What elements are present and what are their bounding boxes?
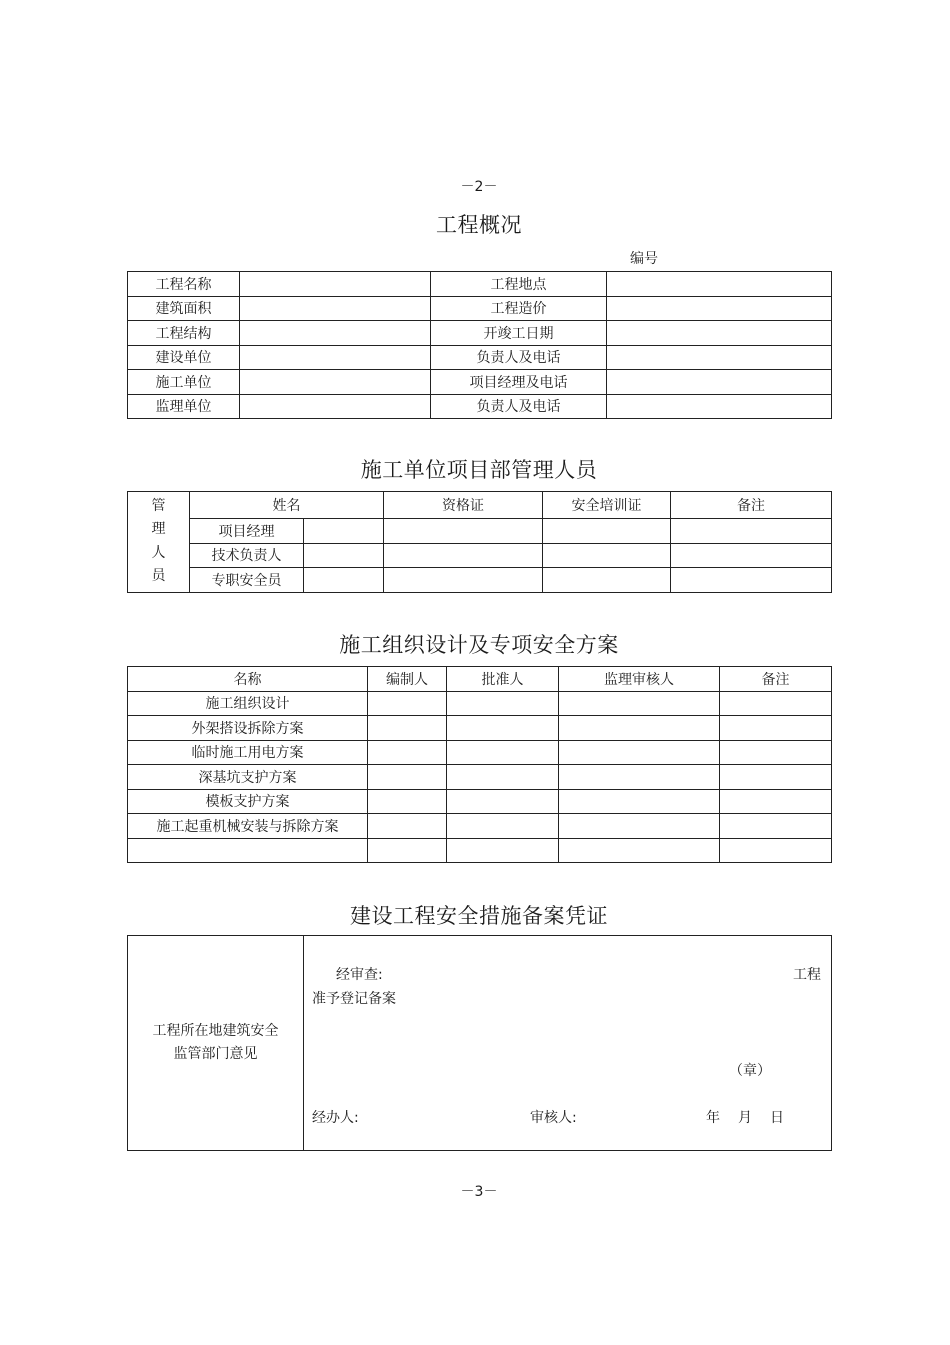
overview-right-label: 项目经理及电话 — [431, 370, 607, 395]
plan-name — [128, 838, 368, 863]
handler-label: 经办人: — [312, 1110, 359, 1126]
plan-name: 深基坑支护方案 — [128, 765, 368, 790]
supervisor-reviewer-cell[interactable] — [559, 789, 720, 814]
overview-title: 工程概况 — [436, 213, 522, 237]
project-word: 工程 — [793, 967, 821, 983]
training-cell[interactable] — [543, 568, 671, 593]
training-cell[interactable] — [543, 519, 671, 544]
record-table — [127, 935, 832, 1151]
page-number-top: －2－ — [460, 179, 498, 195]
overview-left-value[interactable] — [240, 272, 431, 297]
plan-row — [128, 765, 832, 790]
supervisor-reviewer-cell[interactable] — [559, 716, 720, 741]
overview-right-label: 负责人及电话 — [431, 345, 607, 370]
overview-right-value[interactable] — [607, 394, 832, 419]
plan-remarks-cell[interactable] — [720, 740, 832, 765]
overview-row — [128, 394, 832, 419]
plan-remarks-cell[interactable] — [720, 765, 832, 790]
approver-cell[interactable] — [447, 838, 559, 863]
overview-left-value[interactable] — [240, 345, 431, 370]
author-cell[interactable] — [368, 691, 447, 716]
overview-left-value[interactable] — [240, 370, 431, 395]
number-label: 编号 — [630, 251, 658, 267]
plan-name: 施工起重机械安装与拆除方案 — [128, 814, 368, 839]
plan-remarks-cell[interactable] — [720, 691, 832, 716]
plan-row — [128, 789, 832, 814]
approver-cell[interactable] — [447, 789, 559, 814]
role-label: 技术负责人 — [190, 543, 304, 568]
overview-left-label: 建设单位 — [128, 345, 240, 370]
overview-row — [128, 321, 832, 346]
plan-name: 临时施工用电方案 — [128, 740, 368, 765]
reviewer-label: 审核人: — [530, 1110, 577, 1126]
plan-remarks-cell[interactable] — [720, 814, 832, 839]
header-approver: 批准人 — [447, 667, 559, 692]
overview-right-label: 工程地点 — [431, 272, 607, 297]
remarks-cell[interactable] — [671, 519, 832, 544]
seal-text: （章） — [729, 1063, 771, 1079]
overview-row — [128, 272, 832, 297]
header-plan-remarks: 备注 — [720, 667, 832, 692]
approver-cell[interactable] — [447, 814, 559, 839]
header-plan-name: 名称 — [128, 667, 368, 692]
overview-left-value[interactable] — [240, 394, 431, 419]
author-cell[interactable] — [368, 765, 447, 790]
overview-row — [128, 345, 832, 370]
overview-right-value[interactable] — [607, 370, 832, 395]
approver-cell[interactable] — [447, 740, 559, 765]
plan-name: 外架搭设拆除方案 — [128, 716, 368, 741]
plans-title: 施工组织设计及专项安全方案 — [339, 633, 619, 657]
overview-row — [128, 370, 832, 395]
year-label: 年 — [706, 1110, 720, 1126]
overview-table — [127, 271, 832, 419]
qualification-cell[interactable] — [384, 519, 543, 544]
plan-row — [128, 740, 832, 765]
overview-right-value[interactable] — [607, 321, 832, 346]
staff-side-label: 管 理 人 员 — [128, 492, 190, 593]
overview-left-label: 工程结构 — [128, 321, 240, 346]
approved-text: 准予登记备案 — [312, 991, 396, 1007]
author-cell[interactable] — [368, 789, 447, 814]
role-label: 专职安全员 — [190, 568, 304, 593]
overview-right-label: 开竣工日期 — [431, 321, 607, 346]
overview-right-value[interactable] — [607, 345, 832, 370]
overview-left-value[interactable] — [240, 321, 431, 346]
supervisor-reviewer-cell[interactable] — [559, 838, 720, 863]
plan-name: 模板支护方案 — [128, 789, 368, 814]
remarks-cell[interactable] — [671, 568, 832, 593]
plan-row — [128, 838, 832, 863]
opinion-cell[interactable] — [304, 936, 832, 1151]
day-label: 日 — [770, 1110, 784, 1126]
qualification-cell[interactable] — [384, 543, 543, 568]
page-number-bottom: －3－ — [460, 1184, 498, 1200]
name-cell[interactable] — [304, 568, 384, 593]
plan-name: 施工组织设计 — [128, 691, 368, 716]
plan-remarks-cell[interactable] — [720, 789, 832, 814]
overview-right-label: 负责人及电话 — [431, 394, 607, 419]
header-supervisor-reviewer: 监理审核人 — [559, 667, 720, 692]
qualification-cell[interactable] — [384, 568, 543, 593]
supervisor-reviewer-cell[interactable] — [559, 765, 720, 790]
plan-remarks-cell[interactable] — [720, 716, 832, 741]
plans-table — [127, 666, 832, 863]
training-cell[interactable] — [543, 543, 671, 568]
author-cell[interactable] — [368, 740, 447, 765]
overview-left-label: 施工单位 — [128, 370, 240, 395]
plan-remarks-cell[interactable] — [720, 838, 832, 863]
plan-row — [128, 691, 832, 716]
approver-cell[interactable] — [447, 691, 559, 716]
approver-cell[interactable] — [447, 765, 559, 790]
overview-left-label: 监理单位 — [128, 394, 240, 419]
name-cell[interactable] — [304, 543, 384, 568]
overview-right-value[interactable] — [607, 272, 832, 297]
approver-cell[interactable] — [447, 716, 559, 741]
role-label: 项目经理 — [190, 519, 304, 544]
name-cell[interactable] — [304, 519, 384, 544]
overview-right-value[interactable] — [607, 296, 832, 321]
author-cell[interactable] — [368, 716, 447, 741]
header-author: 编制人 — [368, 667, 447, 692]
month-label: 月 — [738, 1110, 752, 1126]
plan-row — [128, 716, 832, 741]
header-qualification: 资格证 — [384, 492, 543, 519]
supervisor-reviewer-cell[interactable] — [559, 691, 720, 716]
author-cell[interactable] — [368, 838, 447, 863]
record-title: 建设工程安全措施备案凭证 — [350, 904, 608, 928]
plan-row — [128, 814, 832, 839]
header-safety-training: 安全培训证 — [543, 492, 671, 519]
remarks-cell[interactable] — [671, 543, 832, 568]
staff-title: 施工单位项目部管理人员 — [360, 458, 598, 482]
overview-left-label: 工程名称 — [128, 272, 240, 297]
overview-left-value[interactable] — [240, 296, 431, 321]
overview-row — [128, 296, 832, 321]
overview-left-label: 建筑面积 — [128, 296, 240, 321]
header-remarks: 备注 — [671, 492, 832, 519]
supervisor-reviewer-cell[interactable] — [559, 740, 720, 765]
staff-table — [127, 491, 832, 593]
supervisor-reviewer-cell[interactable] — [559, 814, 720, 839]
header-name: 姓名 — [190, 492, 384, 519]
author-cell[interactable] — [368, 814, 447, 839]
reviewed-text: 经审查: — [336, 967, 383, 983]
dept-opinion-label: 工程所在地建筑安全 监管部门意见 — [128, 936, 304, 1151]
overview-right-label: 工程造价 — [431, 296, 607, 321]
